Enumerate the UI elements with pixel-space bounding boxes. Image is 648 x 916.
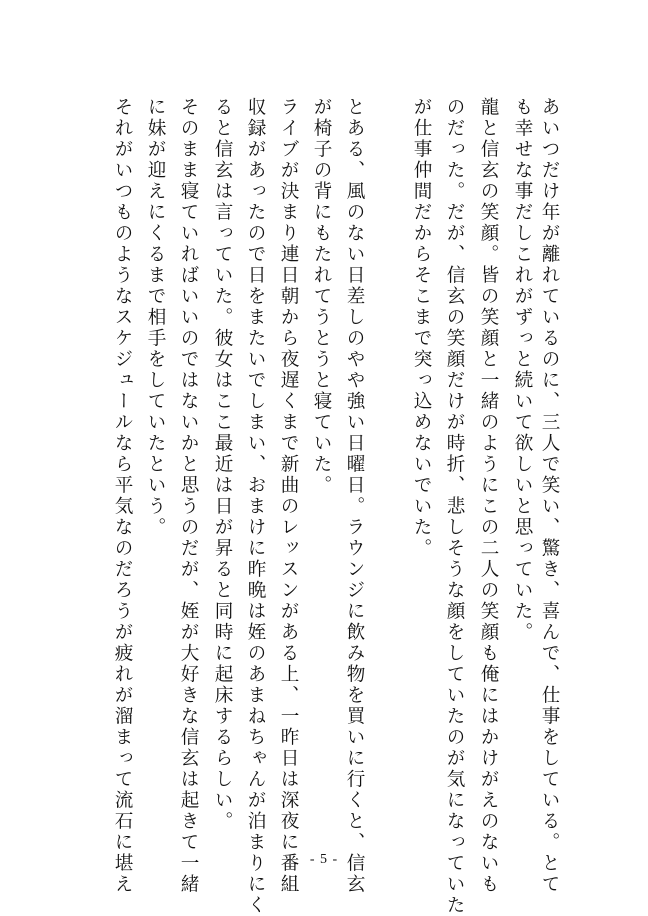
text-column-9: 収録があったので日をまたいでしまい、おまけに昨晩は姪のあまねちゃんが泊まりにく [245,97,266,916]
text-column-12: に妹が迎えにくるまで相手をしていたという。 [145,97,166,538]
text-column-13: それがいつものようなスケジュールなら平気なのだろうが疲れが溜まって流石に堪え [112,97,133,895]
text-column-10: ると信玄は言っていた。彼女はここ最近は日が昇ると同時に起床するらしい。 [212,97,233,832]
text-column-4: のだった。だが、信玄の笑顔だけが時折、悲しそうな顔をしていたのが気になっていた [444,97,465,916]
text-column-5: が仕事仲間だからそこまで突っ込めないでいた。 [411,97,432,559]
text-column-7: が椅子の背にもたれてうとうと寝ていた。 [311,97,332,496]
text-column-1: あいつだけ年が離れているのに、三人で笑い、驚き、喜んで、仕事をしている。とて [539,97,560,895]
text-column-3: 龍と信玄の笑顔。皆の笑顔と一緒のようにこの二人の笑顔も俺にはかけがえのないも [478,97,499,895]
text-column-2: も幸せな事だしこれがずっと続いて欲しいと思っていた。 [512,97,533,643]
text-column-8: ライブが決まり連日朝から夜遅くまで新曲のレッスンがある上、一昨日は深夜に番組 [278,97,299,895]
text-column-6: とある、風のない日差しのやや強い日曜日。ラウンジに飲み物を買いに行くと、信玄 [344,97,365,895]
page-number: - 5 - [309,852,339,867]
text-column-11: そのまま寝ていればいいのではないかと思うのだが、姪が大好きな信玄は起きて一緒 [178,97,199,895]
